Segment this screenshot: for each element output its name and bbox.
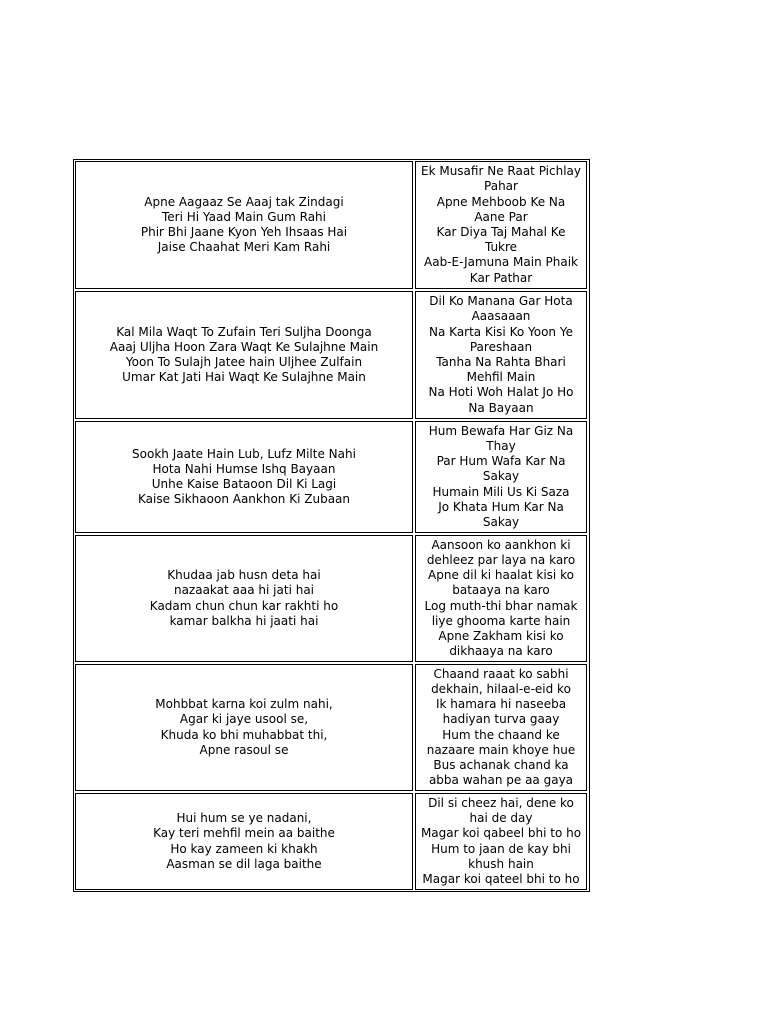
poem-line: Jo Khata Hum Kar Na — [438, 499, 564, 514]
table-row — [75, 161, 588, 289]
poem-line: kamar balkha hi jaati hai — [169, 613, 319, 628]
poem-cell-left — [75, 421, 413, 533]
poem-line: Na Hoti Woh Halat Jo Ho — [428, 385, 574, 400]
table-row — [75, 664, 588, 791]
table-row — [75, 793, 588, 890]
poem-cell-right — [415, 161, 587, 289]
poem-line: Unhe Kaise Bataoon Dil Ki Lagi — [151, 477, 337, 491]
poem-line: dikhaaya na karo — [449, 644, 553, 659]
poem-line: Umar Kat Jati Hai Waqt Ke Sulajhne Main — [122, 370, 366, 385]
poem-cell-left — [75, 291, 413, 419]
poem-line: Apne Zakham kisi ko — [438, 628, 564, 643]
poem-line: Kay teri mehfil mein aa baithe — [153, 826, 335, 841]
poem-line: Phir Bhi Jaane Kyon Yeh Ihsaas Hai — [140, 225, 348, 239]
poem-line: Apne rasoul se — [199, 742, 289, 757]
poem-cell-right — [415, 291, 587, 419]
poem-line: Teri Hi Yaad Main Gum Rahi — [162, 209, 326, 224]
poem-line: Apne Mehboob Ke Na — [436, 194, 566, 209]
poem-line: Aaaj Uljha Hoon Zara Waqt Ke Sulajhne Main — [109, 339, 379, 354]
poem-line: Aane Par — [474, 209, 528, 224]
poem-line: Ik hamara hi naseeba — [435, 697, 567, 712]
poem-line: Hota Nahi Humse Ishq Bayaan — [152, 461, 336, 476]
poem-line: bataaya na karo — [452, 583, 550, 598]
poem-line: Kal Mila Waqt To Zufain Teri Suljha Doonga — [116, 324, 372, 339]
poem-line: Ek Musafir Ne Raat Pichlay — [421, 164, 581, 179]
table-row — [75, 535, 588, 662]
poem-line: nazaakat aaa hi jati hai — [173, 583, 315, 598]
poem-cell-left — [75, 664, 413, 791]
poem-line: Kadam chun chun kar rakhti ho — [149, 598, 339, 613]
poem-line: Log muth-thi bhar namak — [424, 598, 578, 613]
poem-line: Humain Mili Us Ki Saza — [432, 484, 570, 499]
poem-line: Aasman se dil laga baithe — [166, 856, 322, 871]
poem-line: Jaise Chaahat Meri Kam Rahi — [157, 240, 331, 255]
poem-line: Magar koi qateel bhi to ho — [422, 871, 580, 886]
poem-cell-right — [415, 664, 587, 791]
poem-line: hadiyan turva gaay — [442, 712, 560, 727]
poem-line: Mehfil Main — [466, 370, 536, 385]
poem-line: Hum the chaand ke — [442, 727, 560, 742]
poem-line: Hui hum se ye nadani, — [176, 811, 312, 826]
poem-cell-right — [415, 535, 587, 662]
poem-line: Pahar — [484, 179, 518, 194]
poetry-table — [73, 159, 590, 892]
poem-cell-right — [415, 793, 587, 890]
poem-cell-left — [75, 535, 413, 662]
poem-line: Hum Bewafa Har Giz Na — [428, 423, 574, 438]
poem-line: Aansoon ko aankhon ki — [431, 537, 571, 552]
poem-line: hai de day — [469, 811, 533, 826]
poem-line: Agar ki jaye usool se, — [179, 712, 309, 727]
poem-line: Khudaa jab husn deta hai — [167, 568, 321, 583]
poem-line: Sookh Jaate Hain Lub, Lufz Milte Nahi — [132, 446, 356, 461]
poem-cell-left — [75, 161, 413, 289]
poem-line: Thay — [486, 438, 516, 453]
poem-cell-right — [415, 421, 587, 533]
poem-line: Sakay — [482, 515, 520, 529]
poem-line: Apne dil ki haalat kisi ko — [428, 568, 574, 583]
poem-line: Sakay — [482, 469, 520, 484]
poem-line: liye ghooma karte hain — [431, 613, 571, 628]
poem-line: Yoon To Sulajh Jatee hain Uljhee Zulfain — [125, 355, 363, 369]
poem-line: Kar Diya Taj Mahal Ke — [436, 225, 566, 239]
poem-line: Pareshaan — [469, 339, 533, 354]
poem-line: dehleez par laya na karo — [426, 552, 576, 567]
poem-line: Khuda ko bhi muhabbat thi, — [160, 727, 328, 742]
poem-line: Kaise Sikhaoon Aankhon Ki Zubaan — [137, 492, 350, 507]
poem-line: Dil Ko Manana Gar Hota — [429, 294, 573, 309]
poem-line: Hum to jaan de kay bhi — [431, 841, 571, 856]
poem-line: Ho kay zameen ki khakh — [170, 841, 318, 856]
poem-line: Dil si cheez hai, dene ko — [428, 795, 574, 810]
poem-line: Bus achanak chand ka — [433, 757, 569, 772]
poem-line: Kar Pathar — [469, 270, 533, 285]
table-row — [75, 421, 588, 533]
poem-line: khush hain — [468, 856, 534, 871]
poem-line: Magar koi qabeel bhi to ho — [420, 826, 582, 841]
poem-line: nazaare main khoye hue — [426, 742, 576, 757]
poem-line: Chaand raaat ko sabhi — [433, 666, 569, 681]
poem-line: Tukre — [484, 240, 518, 255]
poem-line: Aaasaaan — [471, 309, 531, 324]
table-row — [75, 291, 588, 419]
poem-line: Apne Aagaaz Se Aaaj tak Zindagi — [144, 194, 344, 209]
poem-line: Na Bayaan — [468, 400, 534, 415]
poem-line: Aab-E-Jamuna Main Phaik — [424, 255, 578, 270]
poem-line: Na Karta Kisi Ko Yoon Ye — [429, 324, 573, 339]
poem-line: dekhain, hilaal-e-eid ko — [431, 681, 571, 696]
poem-line: abba wahan pe aa gaya — [428, 773, 574, 788]
poem-cell-left — [75, 793, 413, 890]
poem-line: Tanha Na Rahta Bhari — [436, 355, 566, 369]
poem-line: Par Hum Wafa Kar Na — [436, 454, 566, 469]
poem-line: Mohbbat karna koi zulm nahi, — [155, 697, 333, 712]
